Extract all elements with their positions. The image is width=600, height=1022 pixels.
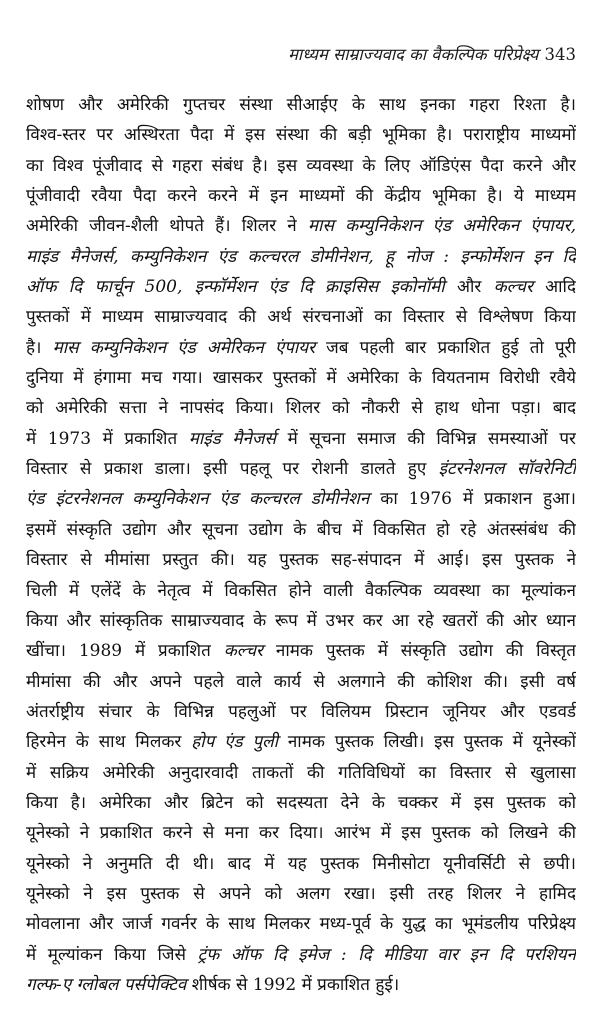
text-line (26, 576, 576, 606)
text-line (26, 697, 576, 727)
line-text: में सूचना समाज की विभिन्न समस्याओं पर (276, 428, 576, 449)
text-line (26, 667, 576, 697)
text-line (26, 727, 576, 757)
italic-title-text: कल्चर (223, 641, 264, 662)
line-text: जब पहली बार प्रकाशित हुई तो पूरी (315, 337, 576, 358)
italic-title-text: ऑफ दि फार्चून 500, इन्फॉर्मेशन एंड दि क्राइसिस इकोनॉमी (26, 277, 445, 298)
line-text: हिरमेन के साथ मिलकर (26, 732, 192, 753)
line-text: नामक पुस्तक में संस्कृति उद्योग की विस्तृत (263, 641, 576, 662)
line-text: चिली में एलेंदें के नेतृत्व में विकसित होने वाली वैकल्पिक व्यवस्था का मूल्यांकन (26, 580, 576, 601)
text-line (26, 333, 576, 363)
line-text: किया और सांस्कृतिक साम्राज्यवाद के रूप में उभर कर आ रहे खतरों की ओर ध्यान (26, 610, 576, 631)
line-text: में मूल्यांकन किया जिसे (26, 944, 198, 965)
text-line (26, 424, 576, 454)
text-line (26, 758, 576, 788)
line-text: मोवलाना और जार्ज गवर्नर के साथ मिलकर मध्य-पूर्व के युद्ध का भूमंडलीय परिप्रेक्ष्य (26, 914, 576, 935)
text-line (26, 302, 576, 332)
line-text: विस्तार से प्रकाश डाला। इसी पहलू पर रोशनी डालते हुए (26, 459, 439, 480)
line-text: का 1976 में प्रकाशन हुआ। (369, 489, 576, 510)
text-line (26, 636, 576, 666)
text-line (26, 849, 576, 879)
italic-title-text: माइंड मैनेजर्स (188, 428, 277, 449)
text-line (26, 879, 576, 909)
text-line (26, 909, 576, 939)
body-paragraph (26, 90, 576, 1000)
line-text: है। (26, 337, 53, 358)
line-text: का विश्व पूंजीवाद से गहरा संबंध है। इस व्यवस्था के लिए ऑडिएंस पैदा करने और (26, 155, 576, 176)
line-text: यूनेस्को ने अनुमति दी थी। बाद में यह पुस्तक मिनीसोटा यूनीवर्सिटी से छपी। (26, 853, 576, 874)
line-text: नामक पुस्तक लिखी। इस पुस्तक में यूनेस्कों (278, 732, 576, 753)
text-line (26, 181, 576, 211)
line-text: शोषण और अमेरिकी गुप्तचर संस्था सीआईए के साथ इनका गहरा रिश्ता है। (26, 95, 576, 115)
text-line (26, 940, 576, 970)
line-text: और (444, 277, 494, 298)
text-line (26, 515, 576, 545)
line-text: विस्तार से मीमांसा प्रस्तुत की। यह पुस्तक सह-संपादन में आई। इस पुस्तक ने (26, 550, 576, 571)
text-line (26, 970, 576, 1000)
text-line (26, 151, 576, 181)
line-text: खींचा। 1989 में प्रकाशित (26, 641, 224, 662)
line-text: आदि (532, 277, 576, 298)
line-text: इसमें संस्कृति उद्योग और सूचना उद्योग के बीच में विकसित हो रहे अंतस्संबंध की (26, 519, 576, 540)
text-line (26, 484, 576, 514)
line-text: को अमेरिकी सत्ता ने नापसंद किया। शिलर को नौकरी से हाथ धोना पड़ा। बाद (26, 398, 576, 419)
text-line (26, 272, 576, 302)
italic-title-text: मास कम्युनिकेशन एंड अमेरिकन एंपायर (52, 337, 316, 358)
italic-title-text: इंटरनेशनल सॉवरेनिटी (438, 459, 576, 480)
page-number: 343 (544, 45, 576, 64)
line-text: अमेरिकी जीवन-शैली थोपते हैं। शिलर ने (26, 216, 308, 237)
line-text: मीमांसा की और अपने पहले वाले कार्य से अलगाने की कोशिश की। इसी वर्ष (26, 671, 576, 692)
line-text: में सक्रिय अमेरिकी अनुदारवादी ताकतों की गतिविधियों का विस्तार से खुलासा (26, 762, 576, 783)
text-line (26, 90, 576, 120)
text-line (26, 393, 576, 423)
text-line (26, 363, 576, 393)
text-line (26, 788, 576, 818)
line-text: यूनेस्को ने इस पुस्तक से अपने को अलग रखा। इसी तरह शिलर ने हामिद (26, 883, 576, 904)
line-text: शीर्षक से 1992 में प्रकाशित हुई। (186, 974, 400, 995)
line-text: विश्व-स्तर पर अस्थिरता पैदा में इस संस्था की बड़ी भूमिका है। पराराष्ट्रीय माध्यमों (26, 125, 576, 146)
text-line (26, 818, 576, 848)
italic-title-text: मास कम्युनिकेशन एंड अमेरिकन एंपायर, (307, 216, 576, 237)
italic-title-text: होप एंड पुली (191, 732, 279, 753)
italic-title-text: माइंड मैनेजर्स, कम्युनिकेशन एंड कल्चरल डोमीनेशन, हू नोज : इन्फोर्मेशन इन दि (26, 246, 576, 267)
text-line (26, 120, 576, 150)
line-text: किया है। अमेरिका और ब्रिटेन को सदस्यता देने के चक्कर में इस पुस्तक को (26, 792, 576, 813)
italic-title-text: गल्फ-ए ग्लोबल पर्सपेक्टिव (26, 974, 187, 995)
text-line (26, 606, 576, 636)
italic-title-text: एंड इंटरनेशनल कम्युनिकेशन एंड कल्चरल डोमीनेशन (26, 489, 370, 510)
italic-title-text: ट्रंफ ऑफ दि इमेज : दि मीडिया वार इन दि परशियन (197, 944, 576, 965)
text-line (26, 454, 576, 484)
text-line (26, 545, 576, 575)
text-line (26, 242, 576, 272)
running-title: माध्यम साम्राज्यवाद का वैकल्पिक परिप्रेक्ष्य (288, 45, 539, 64)
line-text: पूंजीवादी रवैया पैदा करने करने में इन माध्यमों की केंद्रीय भूमिका है। ये माध्यम (26, 186, 576, 207)
line-text: दुनिया में हंगामा मच गया। खासकर पुस्तकों में अमेरिका के वियतनाम विरोधी रवैये (26, 368, 576, 389)
line-text: पुस्तकों में माध्यम साम्राज्यवाद की अर्थ संरचनाओं का विस्तार से विश्लेषण किया (26, 307, 576, 328)
line-text: अंतर्राष्ट्रीय संचार के विभिन्न पहलुओं पर विलियम प्रिस्टान जूनियर और एडवर्ड (26, 701, 576, 722)
line-text: यूनेस्को ने प्रकाशित करने से मना कर दिया। आरंभ में इस पुस्तक को लिखने की (26, 823, 576, 844)
text-line (26, 211, 576, 241)
italic-title-text: कल्चर (493, 277, 533, 298)
running-header (288, 42, 576, 65)
line-text: में 1973 में प्रकाशित (26, 428, 189, 449)
